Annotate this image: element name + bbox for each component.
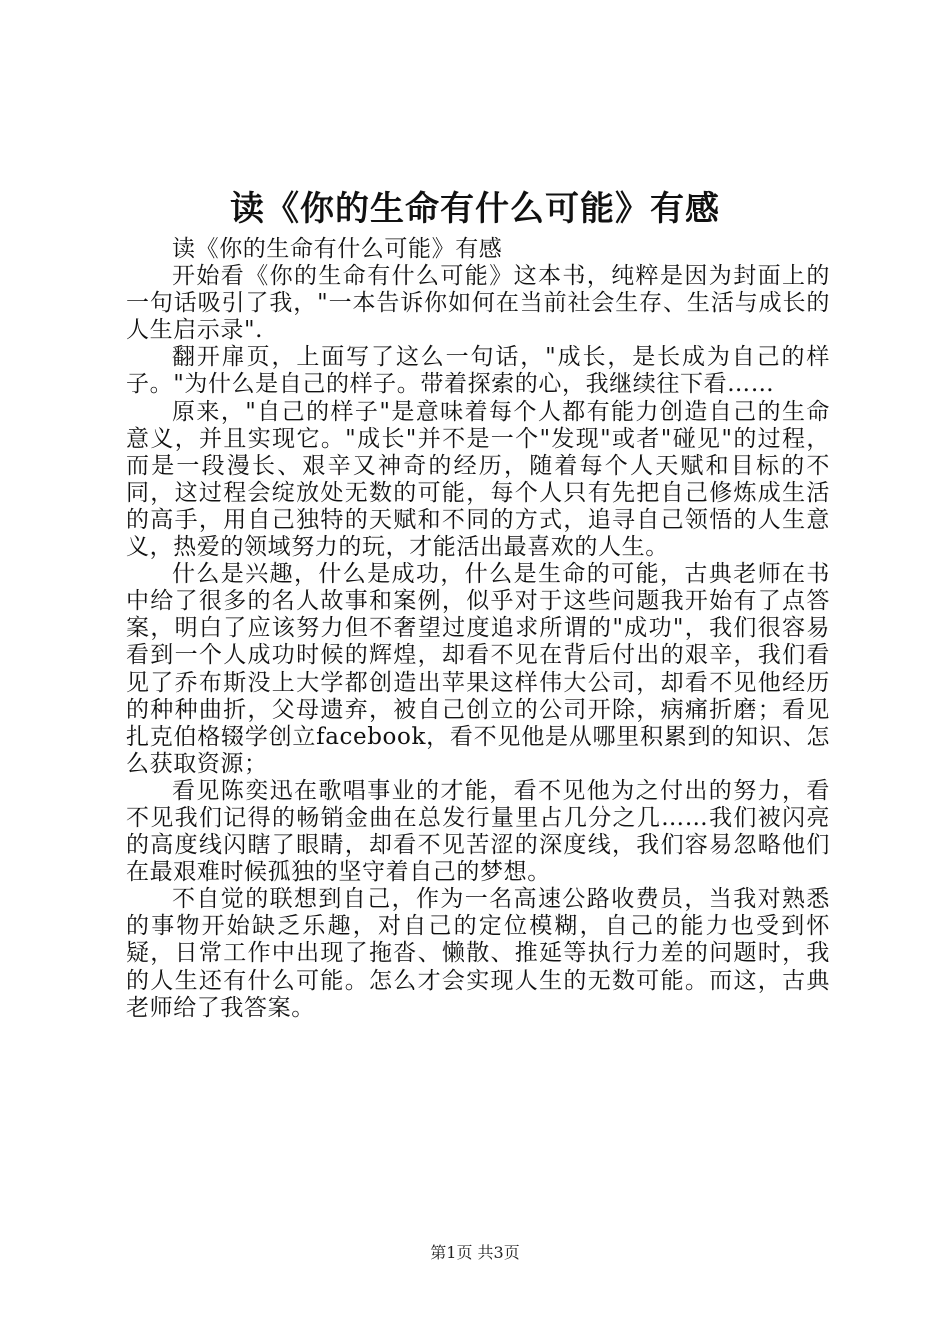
document-title: 读《你的生命有什么可能》有感 <box>230 189 720 229</box>
document-body <box>126 236 830 1022</box>
paragraph: 原来，"自己的样子"是意味着每个人都有能力创造自己的生命意义，并且实现它。"成长"并不是一个"发现"或者"碰见"的过程，而是一段漫长、艰辛又神奇的经历，随着每个人天赋和目标的不同，这过程会绽放处无数的可能，每个人只有先把自己修炼成生活的高手，用自己独特的天赋和不同的方式，追寻自己领悟的人生意义，热爱的领域努力的玩，才能活出最喜欢的人生。 <box>126 398 830 561</box>
paragraph: 开始看《你的生命有什么可能》这本书，纯粹是因为封面上的一句话吸引了我，"一本告诉你如何在当前社会生存、生活与成长的人生启示录". <box>126 263 830 344</box>
paragraph: 翻开扉页，上面写了这么一句话，"成长，是长成为自己的样子。"为什么是自己的样子。带着探索的心，我继续往下看…… <box>126 344 830 398</box>
paragraph: 什么是兴趣，什么是成功，什么是生命的可能，古典老师在书中给了很多的名人故事和案例，似乎对于这些问题我开始有了点答案，明白了应该努力但不奢望过度追求所谓的"成功"，我们很容易看到一个人成功时候的辉煌，却看不见在背后付出的艰辛，我们看见了乔布斯没上大学都创造出苹果这样伟大公司，却看不见他经历的种种曲折，父母遗弃，被自己创立的公司开除，病痛折磨；看见扎克伯格辍学创立facebook，看不见他是从哪里积累到的知识、怎么获取资源； <box>126 561 830 777</box>
paragraph: 不自觉的联想到自己，作为一名高速公路收费员，当我对熟悉的事物开始缺乏乐趣，对自己的定位模糊，自己的能力也受到怀疑，日常工作中出现了拖沓、懒散、推延等执行力差的问题时，我的人生还有什么可能。怎么才会实现人生的无数可能。而这，古典老师给了我答案。 <box>126 886 830 1021</box>
paragraph-subtitle: 读《你的生命有什么可能》有感 <box>172 236 503 262</box>
page-footer: 第1页 共3页 <box>430 1243 520 1262</box>
paragraph: 看见陈奕迅在歌唱事业的才能，看不见他为之付出的努力，看不见我们记得的畅销金曲在总发行量里占几分之几……我们被闪亮的高度线闪瞎了眼睛，却看不见苦涩的深度线，我们容易忽略他们在最艰难时候孤独的坚守着自己的梦想。 <box>126 777 830 886</box>
